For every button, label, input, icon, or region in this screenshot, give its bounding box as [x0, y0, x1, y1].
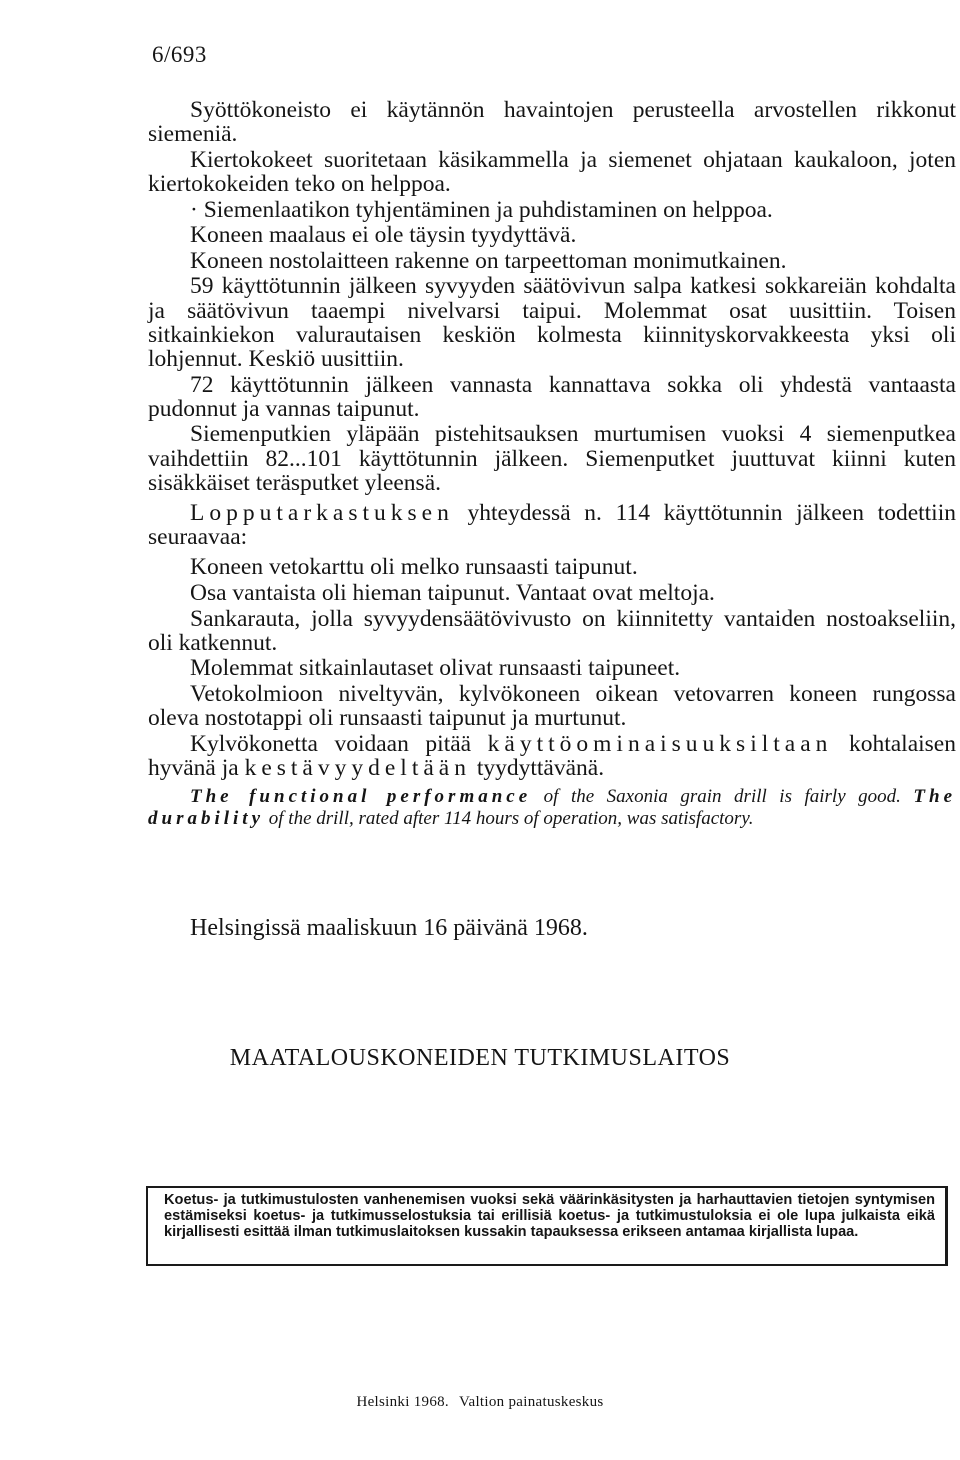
page-number: 6/693	[152, 42, 207, 67]
report-body	[148, 98, 956, 830]
summary-part-2: of the drill, rated after 114 hours of operation, was satisfactory.	[264, 808, 754, 830]
printer-imprint	[0, 1394, 960, 1411]
spaced-heading-word: Lopputarkastuksen	[190, 499, 454, 526]
paragraph-conclusion	[148, 732, 956, 780]
paragraph-paint: Koneen maalaus ei ole täysin tyydyttävä.	[190, 222, 577, 249]
finding-bracket: Sankarauta, jolla syvyydensäätövivusto on kiinnitetty vantaiden nostoakseliin, oli katkennut.	[148, 605, 956, 656]
english-summary	[148, 786, 956, 830]
summary-spaced-durability: The durability	[148, 786, 956, 830]
imprint-place-year: Helsinki 1968.	[356, 1394, 449, 1410]
paragraph-72-hours: 72 käyttötunnin jälkeen vannasta kannattava sokka oli yhdestä vantaasta pudonnut ja vannas taipunut.	[148, 371, 956, 422]
conclusion-middle: kohtalaisen hyvänä ja	[148, 730, 956, 781]
paragraph-feed-mechanism: Syöttökoneisto ei käytännön havaintojen perusteella arvostellen rikkonut siemeniä.	[148, 97, 956, 148]
paragraph-lifting-mechanism: Koneen nostolaitteen rakenne on tarpeettoman monimutkainen.	[190, 247, 787, 274]
place-date-signoff: Helsingissä maaliskuun 16 päivänä 1968.	[190, 915, 588, 941]
paragraph-seed-box-cleaning: · Siemenlaatikon tyhjentäminen ja puhdistaminen on helppoa.	[190, 196, 773, 223]
publication-notice-text: Koetus- ja tutkimustulosten vanhenemisen vuoksi sekä väärinkäsitysten ja harhauttavien tietojen syntymisen estämiseksi koetus- ja tutkimusselostuksia tai erillisiä koetus- ja tutkimustuloksia ei ole lupa julkaista eikä kirjallisesti esittää ilman tutkimuslaitoksen kussakin tapauksessa erikseen antamaa kirjallista lupaa.	[164, 1192, 935, 1241]
paragraph-rotation-tests: Kiertokokeet suoritetaan käsikammella ja siemenet ohjataan kaukaloon, joten kiertokokeiden teko on helppoa.	[148, 146, 956, 197]
institute-name: MAATALOUSKONEIDEN TUTKIMUSLAITOS	[229, 1045, 731, 1071]
imprint-press: Valtion painatuskeskus	[459, 1394, 604, 1410]
summary-spaced-performance: The functional performance	[190, 786, 532, 808]
finding-coulters: Osa vantaista oli hieman taipunut. Vantaat ovat meltoja.	[190, 579, 715, 606]
publication-notice-box	[146, 1186, 948, 1266]
paragraph-final-check	[148, 501, 956, 549]
conclusion-end: tyydyttävänä.	[470, 754, 605, 781]
finding-discs: Molemmat sitkainlautaset olivat runsaasti taipuneet.	[190, 655, 681, 682]
paragraph-59-hours: 59 käyttötunnin jälkeen syvyyden säätövivun salpa katkesi sokkareiän kohdalta ja säätövivun taaempi nivelvarsi taipui. Molemmat osat uusittiin. Toisen sitkainkiekon valurautaisen keskiön kolmesta kiinnityskorvakkeesta yksi oli lohjennut. Keskiö uusittiin.	[148, 273, 956, 372]
conclusion-spaced-durability: kestävyydeltään	[244, 754, 471, 781]
finding-drawbar: Koneen vetokarttu oli melko runsaasti taipunut.	[190, 554, 638, 581]
paragraph-seed-tubes: Siemenputkien yläpään pistehitsauksen murtumisen vuoksi 4 siemenputkea vaihdettiin 82...101 käyttötunnin jälkeen. Siemenputket juuttuvat kiinni kuten sisäkkäiset teräsputket yleensä.	[148, 421, 956, 496]
final-check-text: yhteydessä n. 114 käyttötunnin jälkeen todettiin seuraavaa:	[148, 499, 956, 551]
finding-lift-pin: Vetokolmioon niveltyvän, kylvökoneen oikean vetovarren koneen rungossa oleva nostotappi oli runsaasti taipunut ja murtunut.	[148, 680, 956, 732]
summary-part-1: of the Saxonia grain drill is fairly good.	[531, 786, 914, 808]
conclusion-lead: Kylvökonetta voidaan pitää	[190, 730, 488, 757]
conclusion-spaced-performance: käyttöominaisuuksiltaan	[487, 730, 833, 757]
